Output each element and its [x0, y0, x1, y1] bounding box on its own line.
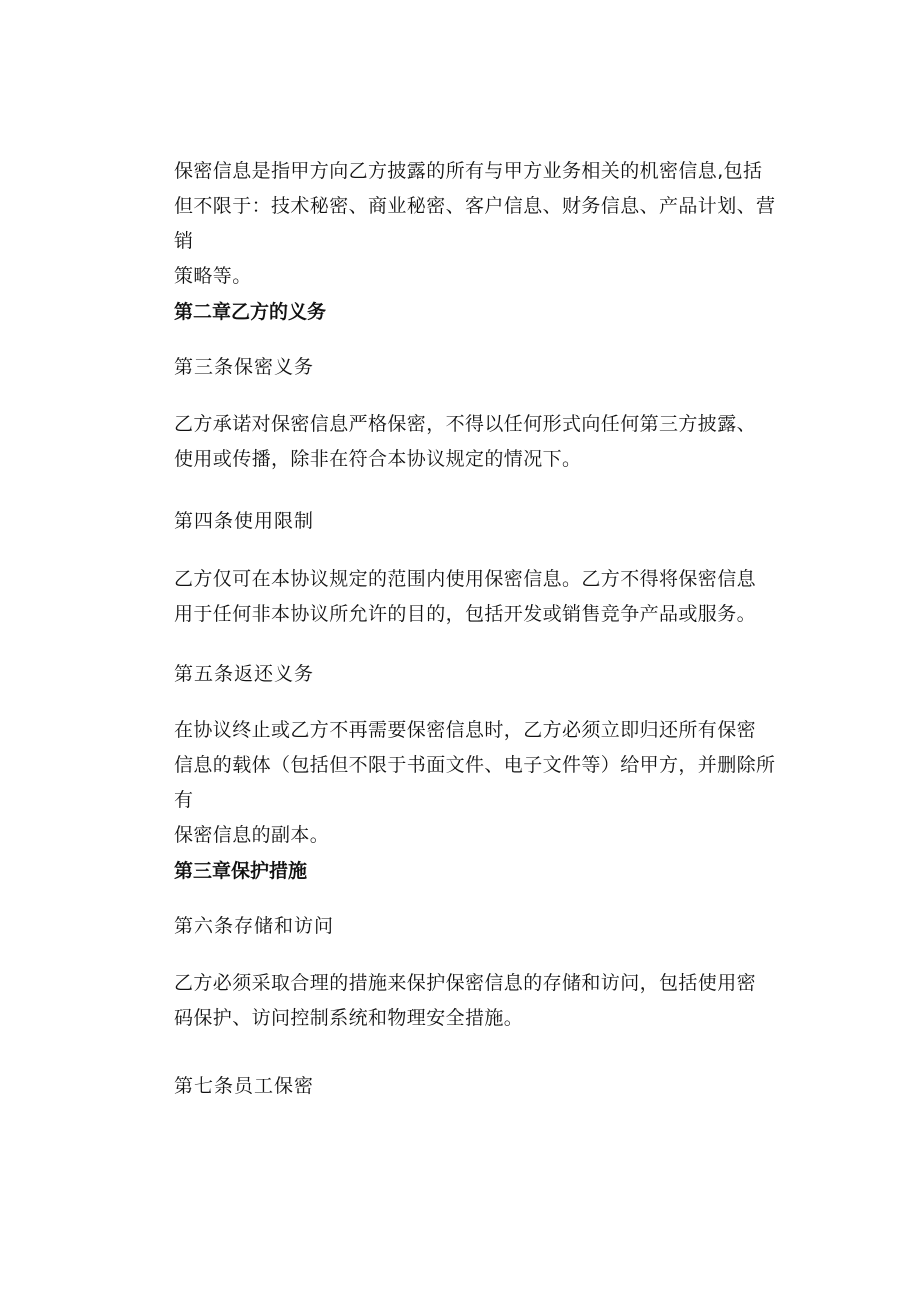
- article-6-line-2: 码保护、访问控制系统和物理安全措施。: [174, 1007, 524, 1029]
- article-5-line-2: 信息的载体（包括但不限于书面文件、电子文件等）给甲方，并删除所有: [174, 754, 776, 811]
- intro-line-1: 保密信息是指甲方向乙方披露的所有与甲方业务相关的机密信息,包括: [174, 160, 763, 182]
- article-6-paragraph: [174, 966, 794, 1036]
- article-3-paragraph: [174, 407, 794, 477]
- chapter-2-heading: 第二章乙方的义务: [174, 301, 327, 323]
- article-5-line-1: 在协议终止或乙方不再需要保密信息时，乙方必须立即归还所有保密: [174, 719, 757, 741]
- article-6-heading: 第六条存储和访问: [174, 915, 335, 937]
- article-5-heading: 第五条返还义务: [174, 663, 315, 685]
- article-4-line-1: 乙方仅可在本协议规定的范围内使用保密信息。乙方不得将保密信息: [174, 568, 757, 590]
- article-5-line-3: 保密信息的副本。: [174, 824, 330, 846]
- article-4-heading: 第四条使用限制: [174, 510, 315, 532]
- article-4-paragraph: [174, 562, 794, 632]
- article-5-paragraph: [174, 713, 794, 853]
- article-3-line-2: 使用或传播，除非在符合本协议规定的情况下。: [174, 448, 582, 470]
- article-7-heading: 第七条员工保密: [174, 1075, 315, 1097]
- article-4-line-2: 用于任何非本协议所允许的目的，包括开发或销售竞争产品或服务。: [174, 603, 757, 625]
- intro-line-2: 但不限于：技术秘密、商业秘密、客户信息、财务信息、产品计划、营销: [174, 195, 776, 252]
- article-6-line-1: 乙方必须采取合理的措施来保护保密信息的存储和访问，包括使用密: [174, 972, 757, 994]
- article-3-line-1: 乙方承诺对保密信息严格保密，不得以任何形式向任何第三方披露、: [174, 413, 757, 435]
- chapter-3-heading: 第三章保护措施: [174, 860, 308, 882]
- article-3-heading: 第三条保密义务: [174, 356, 315, 378]
- intro-paragraph: [174, 154, 794, 294]
- intro-line-3: 策略等。: [174, 265, 252, 287]
